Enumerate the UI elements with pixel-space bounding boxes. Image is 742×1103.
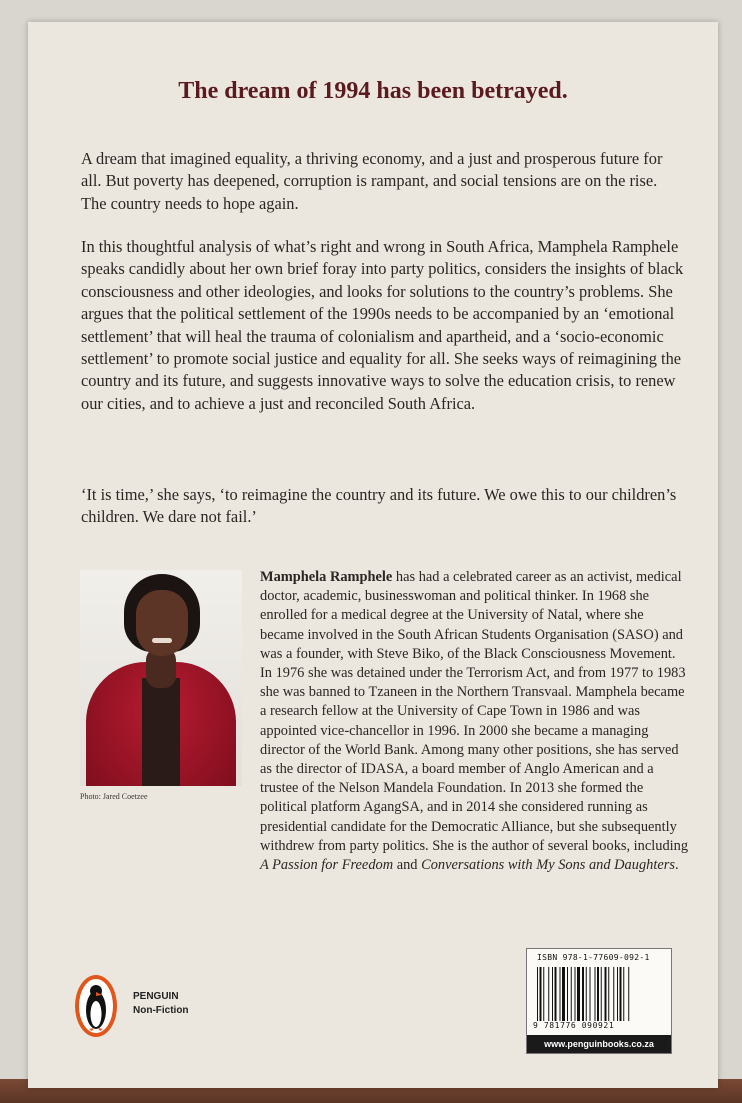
isbn-barcode: [526, 948, 672, 1054]
photo-credit: Photo: Jared Coetzee: [80, 792, 148, 801]
author-name: Mamphela Ramphele: [260, 569, 393, 585]
publisher-url: www.penguinbooks.co.za: [527, 1035, 671, 1053]
publisher-name: PENGUIN: [133, 991, 179, 1002]
blurb-paragraph: A dream that imagined equality, a thriving economy, and a just and prosperous future for all. But poverty has deepened, corruption is rampant, and social tensions are on the rise. The country needs to hope again.: [81, 149, 663, 213]
book-back-cover: [28, 22, 718, 1088]
penguin-logo-icon: [74, 974, 118, 1038]
isbn-number: ISBN 978-1-77609-092-1: [537, 953, 650, 962]
book-title: A Passion for Freedom: [260, 857, 394, 874]
barcode-icon: [537, 967, 661, 1021]
bio-text: has had a celebrated career as an activist, medical doctor, academic, businesswoman and political thinker. In 1968 she enrolled for a medical degree at the University of Natal, where she became involved in the South African Students Organisation (SASO) and was a founder, with Steve Biko, of the Black Consciousness Movement. In 1976 she was detained under the Terrorism Act, and from 1977 to 1983 she was banned to Tzaneen in the Northern Transvaal. Mamphela became a research fellow at the University of Cape Town in 1986 and was appointed vice-chancellor in 1996. In 2000 she became a managing director of the World Bank. Among many other positions, she has served as the director of IDASA, a board member of Anglo American and a trustee of the Nelson Mandela Foundation. In 2013 she formed the political platform AgangSA, and in 2014 she considered running as presidential candidate for the Democratic Alliance, but she subsequently withdrew from party politics. She is the author of several books, including: [260, 569, 689, 854]
publisher-label: [133, 990, 189, 1018]
blurb-paragraph: ‘It is time,’ she says, ‘to reimagine the country and its future. We owe this to our children’s children. We dare not fail.’: [81, 485, 677, 527]
author-photo: [80, 570, 242, 786]
headline: The dream of 1994 has been betrayed.: [178, 78, 568, 104]
publisher-category: Non-Fiction: [133, 1005, 189, 1016]
blurb-paragraph: In this thoughtful analysis of what’s right and wrong in South Africa, Mamphela Ramphele speaks candidly about her own brief foray into party politics, considers the insights of black consciousness and other ideologies, and looks for solutions to the country’s problems. She argues that the political settlement of the 1990s needs to be accompanied by an ‘emotional settlement’ that will heal the trauma of colonialism and apartheid, and a ‘socio-economic settlement’ to promote social justice and equality for all. She seeks ways of reimagining the country and its future, and suggests innovative ways to solve the education crisis, to renew our cities, and to achieve a just and reconciled South Africa.: [81, 237, 684, 413]
author-bio: Mamphela Ramphele has had a celebrated career as an activist, medical doctor, academic, businesswoman and political thinker. In 1968 she enrolled for a medical degree at the University of Natal, where she became involved in the South African Students Organisation (SASO) and was a founder, with Steve Biko, of the Black Consciousness Movement. In 1976 she was detained under the Terrorism Act, and from 1977 to 1983 she was banned to Tzaneen in the Northern Transvaal. Mamphela became a research fellow at the University of Cape Town in 1986 and was appointed vice-chancellor in 1996. In 2000 she became a managing director of the World Bank. Among many other positions, she has served as the director of IDASA, a board member of Anglo American and a trustee of the Nelson Mandela Foundation. In 2013 she formed the political platform AgangSA, and in 2014 she considered running as presidential candidate for the Democratic Alliance, but she subsequently withdrew from party politics. She is the author of several books, including A Passion for Freedom and Conversations with My Sons and Daughters.: [260, 569, 689, 874]
barcode-digits: 9 781776 090921: [533, 1021, 615, 1030]
book-title: Conversations with My Sons and Daughters: [421, 857, 675, 874]
